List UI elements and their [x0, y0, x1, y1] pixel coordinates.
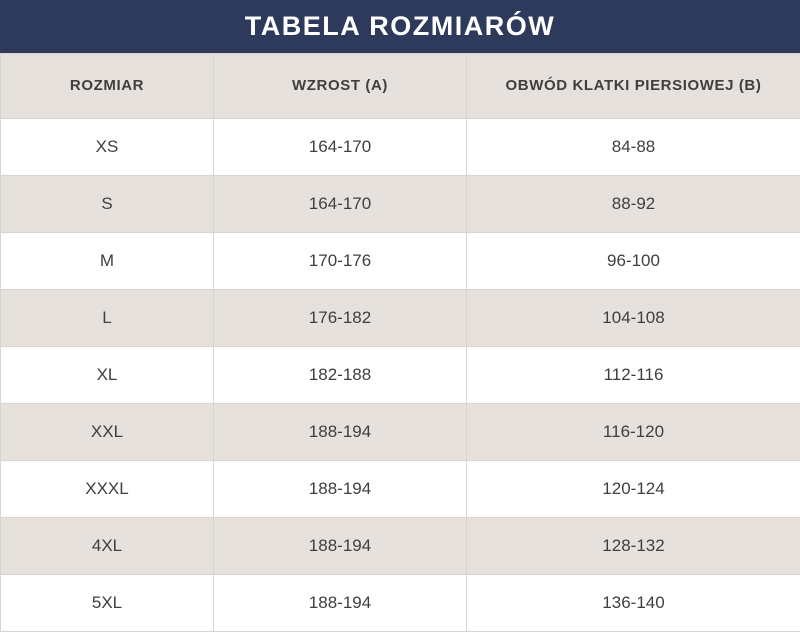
cell-chest: 112-116: [467, 347, 800, 404]
cell-chest: 104-108: [467, 290, 800, 347]
table-header-row: [1, 54, 800, 119]
cell-chest: 136-140: [467, 575, 800, 632]
cell-size: XL: [1, 347, 214, 404]
cell-height: 188-194: [214, 575, 467, 632]
cell-height: 176-182: [214, 290, 467, 347]
cell-size: S: [1, 176, 214, 233]
cell-size: XXL: [1, 404, 214, 461]
table-row: [1, 347, 800, 404]
table-body: [1, 119, 800, 632]
table-row: [1, 518, 800, 575]
cell-chest: 116-120: [467, 404, 800, 461]
cell-size: 4XL: [1, 518, 214, 575]
cell-height: 188-194: [214, 404, 467, 461]
cell-chest: 128-132: [467, 518, 800, 575]
cell-height: 188-194: [214, 518, 467, 575]
table-row: [1, 461, 800, 518]
cell-chest: 120-124: [467, 461, 800, 518]
cell-height: 164-170: [214, 176, 467, 233]
cell-size: 5XL: [1, 575, 214, 632]
cell-size: L: [1, 290, 214, 347]
cell-size: XXXL: [1, 461, 214, 518]
table-header-row-group: [1, 54, 800, 119]
table-row: [1, 176, 800, 233]
table-row: [1, 119, 800, 176]
size-table: [0, 53, 800, 632]
table-row: [1, 404, 800, 461]
cell-size: M: [1, 233, 214, 290]
cell-chest: 96-100: [467, 233, 800, 290]
document-header: [0, 0, 800, 53]
cell-chest: 88-92: [467, 176, 800, 233]
cell-height: 188-194: [214, 461, 467, 518]
column-header-size: ROZMIAR: [1, 54, 214, 119]
cell-chest: 84-88: [467, 119, 800, 176]
cell-size: XS: [1, 119, 214, 176]
table-row: [1, 290, 800, 347]
page-title: TABELA ROZMIARÓW: [244, 11, 556, 41]
table-row: [1, 233, 800, 290]
cell-height: 182-188: [214, 347, 467, 404]
column-header-chest: OBWÓD KLATKI PIERSIOWEJ (B): [467, 54, 800, 119]
cell-height: 170-176: [214, 233, 467, 290]
table-row: [1, 575, 800, 632]
column-header-height: WZROST (A): [214, 54, 467, 119]
cell-height: 164-170: [214, 119, 467, 176]
